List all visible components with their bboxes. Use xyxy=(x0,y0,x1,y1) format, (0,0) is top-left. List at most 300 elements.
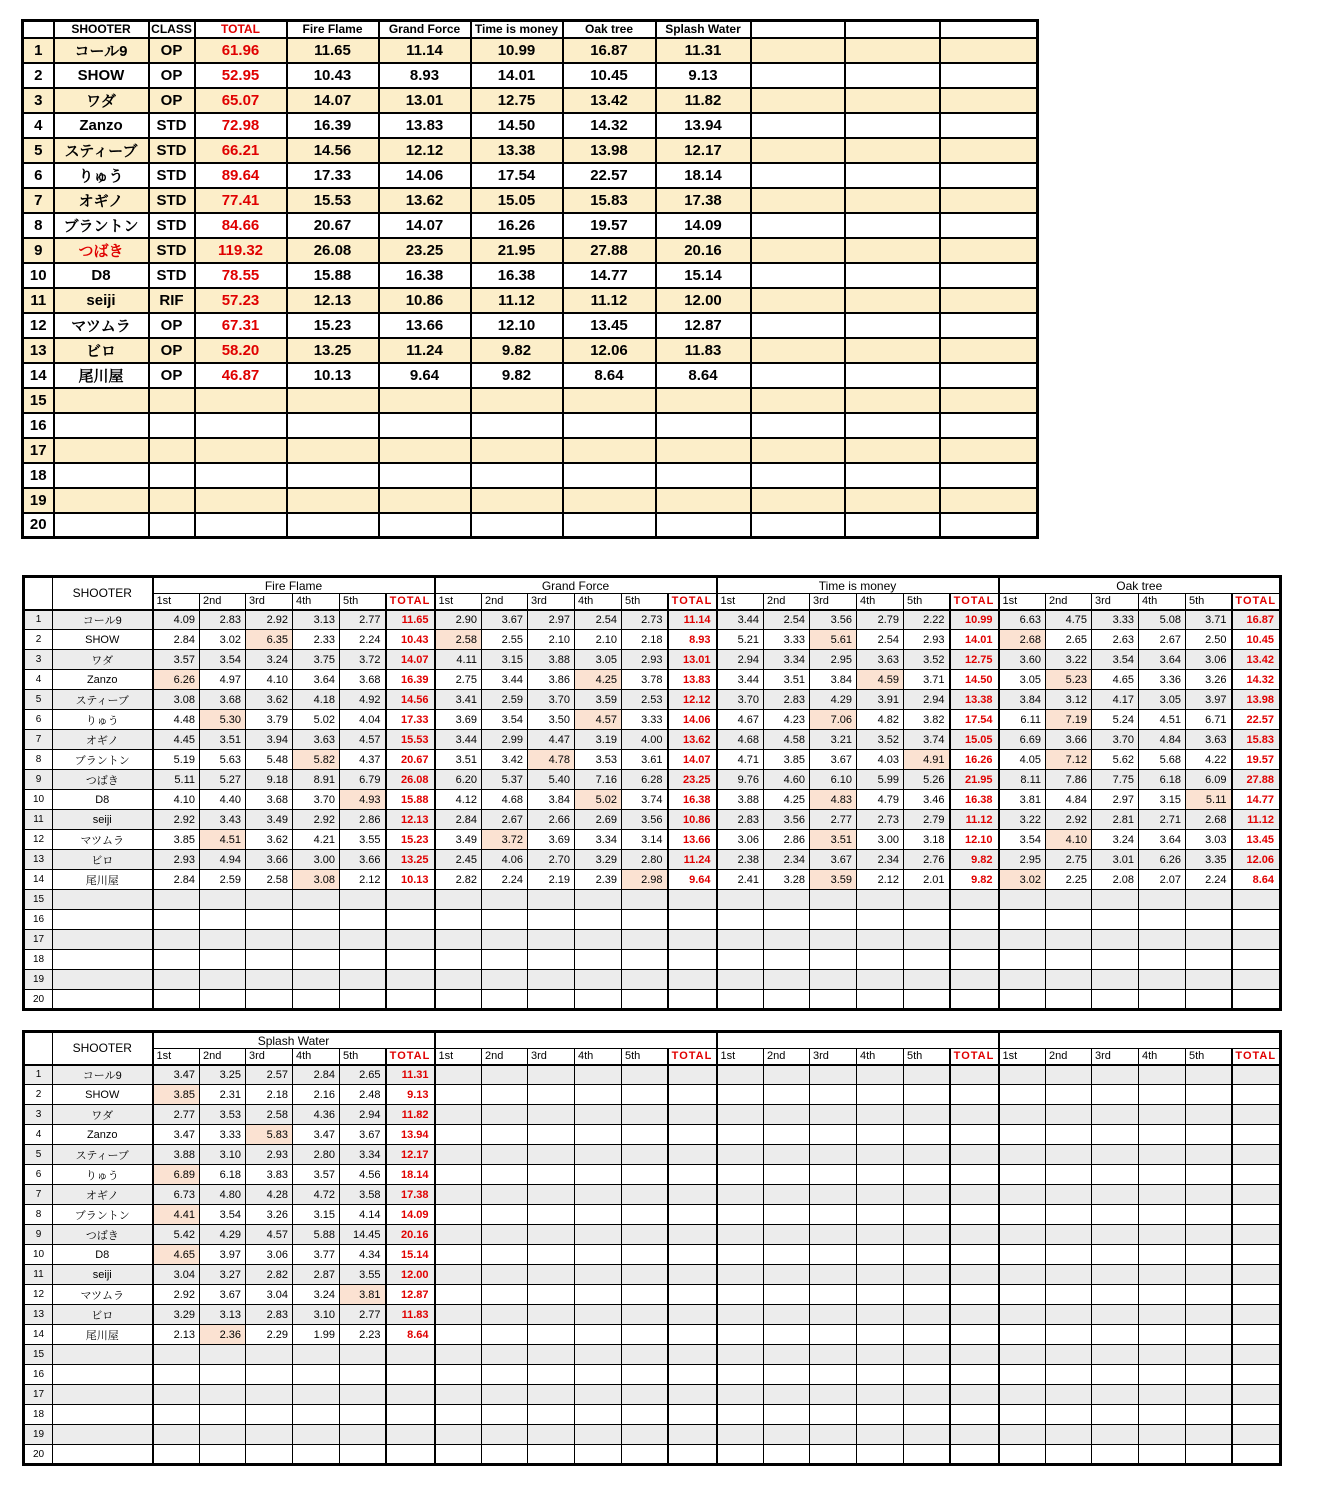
score-cell xyxy=(764,1145,810,1165)
score-cell xyxy=(153,1425,200,1445)
score-cell: 3.33 xyxy=(764,630,810,650)
shooter-cell: オギノ xyxy=(54,188,149,213)
score-cell xyxy=(1186,950,1232,970)
score-cell: 3.14 xyxy=(622,830,668,850)
score-cell xyxy=(1046,1445,1092,1465)
score-cell xyxy=(810,1285,857,1305)
score-cell xyxy=(1139,1365,1186,1385)
score-cell: 2.70 xyxy=(528,850,575,870)
total-cell xyxy=(195,388,287,413)
score-cell xyxy=(200,930,246,950)
empty-cell xyxy=(751,313,845,338)
score-cell: 2.75 xyxy=(435,670,482,690)
game-total-cell: 13.25 xyxy=(287,338,379,363)
score-cell: 4.03 xyxy=(857,750,904,770)
score-cell: 2.65 xyxy=(340,1065,386,1085)
score-cell xyxy=(622,1425,668,1445)
game-total-cell: 12.10 xyxy=(471,313,563,338)
score-cell: 2.90 xyxy=(435,610,482,630)
score-cell xyxy=(246,930,293,950)
score-cell: 4.65 xyxy=(153,1245,200,1265)
corner-cell xyxy=(24,577,53,610)
empty-cell xyxy=(845,288,940,313)
score-cell xyxy=(764,1245,810,1265)
score-cell: 7.19 xyxy=(1046,710,1092,730)
score-cell xyxy=(1186,1365,1232,1385)
total-cell xyxy=(668,1345,717,1365)
score-cell xyxy=(293,890,340,910)
game-total-cell: 15.88 xyxy=(287,263,379,288)
score-cell xyxy=(764,1285,810,1305)
game-total-cell: 15.05 xyxy=(471,188,563,213)
score-cell xyxy=(1139,1425,1186,1445)
score-cell xyxy=(1092,950,1139,970)
score-cell xyxy=(1139,1245,1186,1265)
score-cell xyxy=(1139,1285,1186,1305)
score-cell: 2.71 xyxy=(1139,810,1186,830)
empty-cell xyxy=(751,388,845,413)
score-cell: 3.66 xyxy=(1046,730,1092,750)
game-total-cell: 13.66 xyxy=(379,313,471,338)
score-cell xyxy=(575,1405,622,1425)
total-cell: 14.77 xyxy=(1232,790,1281,810)
score-cell: 2.92 xyxy=(293,810,340,830)
score-cell xyxy=(810,1405,857,1425)
score-cell xyxy=(810,1385,857,1405)
score-cell xyxy=(810,1225,857,1245)
score-cell: 2.34 xyxy=(857,850,904,870)
score-cell xyxy=(482,950,528,970)
total-cell: 46.87 xyxy=(195,363,287,388)
score-cell: 3.47 xyxy=(153,1065,200,1085)
score-cell xyxy=(717,1105,764,1125)
class-cell: RIF xyxy=(149,288,195,313)
score-cell xyxy=(1092,1265,1139,1285)
score-cell: 3.60 xyxy=(999,650,1046,670)
score-cell: 2.77 xyxy=(340,1305,386,1325)
score-cell: 3.84 xyxy=(999,690,1046,710)
game-title-cell: Time is money xyxy=(717,577,999,594)
score-cell: 2.25 xyxy=(1046,870,1092,890)
score-cell: 3.33 xyxy=(1092,610,1139,630)
score-cell xyxy=(857,950,904,970)
score-cell xyxy=(293,930,340,950)
score-cell: 4.75 xyxy=(1046,610,1092,630)
score-cell xyxy=(482,1265,528,1285)
game-total-cell: 20.67 xyxy=(287,213,379,238)
total-cell: 10.86 xyxy=(668,810,717,830)
score-cell xyxy=(200,950,246,970)
score-cell xyxy=(575,1285,622,1305)
total-cell: 11.24 xyxy=(668,850,717,870)
total-cell: 11.65 xyxy=(386,610,435,630)
total-cell xyxy=(950,1325,999,1345)
score-cell xyxy=(622,950,668,970)
total-cell xyxy=(1232,1445,1281,1465)
score-cell: 2.93 xyxy=(622,650,668,670)
score-cell: 2.33 xyxy=(293,630,340,650)
shooter-cell xyxy=(53,910,153,930)
score-cell xyxy=(1139,1085,1186,1105)
score-cell xyxy=(528,1125,575,1145)
total-cell: 12.75 xyxy=(950,650,999,670)
score-cell: 3.64 xyxy=(1139,650,1186,670)
score-cell xyxy=(482,890,528,910)
score-cell xyxy=(999,1225,1046,1245)
score-cell: 2.84 xyxy=(153,630,200,650)
game-total-cell xyxy=(379,463,471,488)
score-cell xyxy=(528,1305,575,1325)
score-cell xyxy=(575,1225,622,1245)
score-cell: 2.12 xyxy=(340,870,386,890)
total-cell xyxy=(1232,1065,1281,1085)
empty-cell xyxy=(751,238,845,263)
score-cell: 2.86 xyxy=(340,810,386,830)
total-cell: 65.07 xyxy=(195,88,287,113)
score-cell xyxy=(482,1285,528,1305)
shooter-cell: SHOW xyxy=(54,63,149,88)
score-cell: 2.97 xyxy=(1092,790,1139,810)
total-cell xyxy=(950,1245,999,1265)
total-header-cell: TOTAL xyxy=(1232,1049,1281,1065)
game-total-cell: 8.64 xyxy=(656,363,751,388)
total-cell xyxy=(950,970,999,990)
score-cell: 6.69 xyxy=(999,730,1046,750)
score-cell xyxy=(293,1425,340,1445)
score-cell xyxy=(999,1305,1046,1325)
score-cell xyxy=(999,1265,1046,1285)
total-cell: 14.06 xyxy=(668,710,717,730)
total-cell: 17.33 xyxy=(386,710,435,730)
score-cell: 3.70 xyxy=(717,690,764,710)
score-cell: 3.34 xyxy=(764,650,810,670)
score-cell xyxy=(1186,1425,1232,1445)
score-cell xyxy=(1186,1405,1232,1425)
score-cell xyxy=(293,910,340,930)
class-cell: OP xyxy=(149,63,195,88)
score-cell: 3.05 xyxy=(999,670,1046,690)
score-cell xyxy=(1046,990,1092,1010)
total-cell: 13.83 xyxy=(668,670,717,690)
game-total-cell: 16.38 xyxy=(379,263,471,288)
score-cell: 2.58 xyxy=(246,1105,293,1125)
score-cell: 3.71 xyxy=(904,670,950,690)
game-total-cell: 12.06 xyxy=(563,338,656,363)
score-cell: 6.63 xyxy=(999,610,1046,630)
total-cell xyxy=(1232,1225,1281,1245)
score-cell: 4.29 xyxy=(200,1225,246,1245)
score-cell xyxy=(528,1225,575,1245)
score-cell xyxy=(1186,990,1232,1010)
score-cell: 4.10 xyxy=(153,790,200,810)
score-cell xyxy=(764,990,810,1010)
total-cell xyxy=(668,990,717,1010)
score-cell: 4.84 xyxy=(1139,730,1186,750)
score-cell: 2.87 xyxy=(293,1265,340,1285)
corner-cell xyxy=(24,1032,53,1065)
score-cell: 3.44 xyxy=(717,670,764,690)
shooter-cell: つばき xyxy=(54,238,149,263)
score-cell: 3.59 xyxy=(810,870,857,890)
score-cell xyxy=(435,1345,482,1365)
score-cell xyxy=(528,1105,575,1125)
score-cell: 4.58 xyxy=(764,730,810,750)
score-cell xyxy=(1046,1405,1092,1425)
score-cell: 3.22 xyxy=(999,810,1046,830)
row-number-cell: 5 xyxy=(24,1145,53,1165)
score-cell: 2.18 xyxy=(246,1085,293,1105)
score-cell xyxy=(1046,1105,1092,1125)
total-cell xyxy=(1232,1145,1281,1165)
score-cell xyxy=(764,1325,810,1345)
score-cell: 4.04 xyxy=(340,710,386,730)
score-cell: 3.56 xyxy=(622,810,668,830)
total-cell: 15.88 xyxy=(386,790,435,810)
score-cell xyxy=(622,1245,668,1265)
score-cell: 4.36 xyxy=(293,1105,340,1125)
score-cell xyxy=(1092,1225,1139,1245)
score-cell xyxy=(1186,1445,1232,1465)
score-cell: 4.28 xyxy=(246,1185,293,1205)
score-cell xyxy=(904,1085,950,1105)
total-cell xyxy=(950,1425,999,1445)
total-cell: 10.99 xyxy=(950,610,999,630)
score-cell: 3.21 xyxy=(810,730,857,750)
score-cell xyxy=(153,1365,200,1385)
score-cell xyxy=(1046,1305,1092,1325)
score-cell: 3.55 xyxy=(340,830,386,850)
score-cell xyxy=(1046,1265,1092,1285)
total-header-cell: TOTAL xyxy=(668,594,717,610)
game-total-cell xyxy=(563,513,656,538)
score-cell xyxy=(153,1345,200,1365)
score-cell xyxy=(717,1405,764,1425)
shooter-cell xyxy=(53,1405,153,1425)
score-cell: 2.55 xyxy=(482,630,528,650)
game-total-cell: 13.62 xyxy=(379,188,471,213)
score-cell xyxy=(1139,1345,1186,1365)
score-cell: 3.64 xyxy=(1139,830,1186,850)
game-title-cell xyxy=(999,1032,1281,1049)
score-cell xyxy=(622,1145,668,1165)
game-total-cell xyxy=(471,513,563,538)
total-cell xyxy=(668,1405,717,1425)
game-total-cell: 13.01 xyxy=(379,88,471,113)
score-cell xyxy=(1186,890,1232,910)
score-cell: 6.20 xyxy=(435,770,482,790)
total-cell: 14.07 xyxy=(386,650,435,670)
score-cell: 4.80 xyxy=(200,1185,246,1205)
shooter-cell: SHOW xyxy=(53,1085,153,1105)
game-total-cell: 12.87 xyxy=(656,313,751,338)
total-cell xyxy=(1232,1425,1281,1445)
score-cell xyxy=(1092,1165,1139,1185)
score-cell: 3.27 xyxy=(200,1265,246,1285)
row-number-cell: 9 xyxy=(23,238,54,263)
score-cell: 3.06 xyxy=(1186,650,1232,670)
score-cell xyxy=(1092,1345,1139,1365)
score-cell: 3.66 xyxy=(340,850,386,870)
score-cell xyxy=(1186,1305,1232,1325)
score-cell xyxy=(575,1065,622,1085)
round-header-cell: 1st xyxy=(999,594,1046,610)
score-cell xyxy=(904,950,950,970)
score-cell xyxy=(528,1245,575,1265)
score-cell xyxy=(575,1325,622,1345)
score-cell xyxy=(482,1165,528,1185)
score-cell: 3.25 xyxy=(200,1065,246,1085)
row-number-cell: 15 xyxy=(24,890,53,910)
score-cell: 3.62 xyxy=(246,690,293,710)
score-cell xyxy=(482,1405,528,1425)
empty-cell xyxy=(751,88,845,113)
game-total-cell: 13.38 xyxy=(471,138,563,163)
score-cell: 5.48 xyxy=(246,750,293,770)
score-cell xyxy=(1139,1185,1186,1205)
total-cell xyxy=(668,970,717,990)
score-cell xyxy=(482,970,528,990)
score-cell: 4.71 xyxy=(717,750,764,770)
score-cell xyxy=(999,970,1046,990)
score-cell: 3.57 xyxy=(293,1165,340,1185)
row-number-cell: 7 xyxy=(24,1185,53,1205)
empty-cell xyxy=(845,313,940,338)
row-number-cell: 18 xyxy=(23,463,54,488)
class-cell: STD xyxy=(149,263,195,288)
score-cell xyxy=(857,990,904,1010)
score-cell: 4.93 xyxy=(340,790,386,810)
score-cell xyxy=(622,890,668,910)
score-cell xyxy=(810,990,857,1010)
total-cell xyxy=(950,1205,999,1225)
score-cell xyxy=(435,1065,482,1085)
total-cell: 13.98 xyxy=(1232,690,1281,710)
score-cell xyxy=(764,970,810,990)
score-cell xyxy=(904,1145,950,1165)
total-cell: 11.12 xyxy=(950,810,999,830)
score-cell xyxy=(435,1225,482,1245)
total-cell xyxy=(668,1445,717,1465)
score-cell xyxy=(246,890,293,910)
score-cell: 3.84 xyxy=(810,670,857,690)
score-cell xyxy=(764,950,810,970)
score-cell: 2.12 xyxy=(857,870,904,890)
score-cell xyxy=(904,1185,950,1205)
score-cell xyxy=(999,1205,1046,1225)
game-total-cell: 11.12 xyxy=(471,288,563,313)
game-total-cell: 14.77 xyxy=(563,263,656,288)
score-cell: 2.08 xyxy=(1092,870,1139,890)
shooter-cell: SHOW xyxy=(53,630,153,650)
score-cell xyxy=(1092,1305,1139,1325)
score-cell xyxy=(764,1385,810,1405)
score-cell xyxy=(904,1265,950,1285)
score-cell: 3.53 xyxy=(575,750,622,770)
score-cell xyxy=(904,890,950,910)
row-number-cell: 8 xyxy=(23,213,54,238)
score-cell: 3.36 xyxy=(1139,670,1186,690)
score-cell: 3.50 xyxy=(528,710,575,730)
score-cell: 4.29 xyxy=(810,690,857,710)
total-cell xyxy=(386,1425,435,1445)
score-cell: 3.85 xyxy=(764,750,810,770)
game-total-cell: 13.98 xyxy=(563,138,656,163)
score-cell xyxy=(340,1405,386,1425)
score-cell: 4.51 xyxy=(200,830,246,850)
empty-cell xyxy=(845,88,940,113)
total-cell: 16.38 xyxy=(950,790,999,810)
score-cell: 3.51 xyxy=(435,750,482,770)
game-total-cell: 12.12 xyxy=(379,138,471,163)
score-cell: 3.28 xyxy=(764,870,810,890)
game-title-cell xyxy=(717,1032,999,1049)
row-number-cell: 16 xyxy=(24,910,53,930)
row-number-cell: 9 xyxy=(24,1225,53,1245)
score-cell xyxy=(1046,1325,1092,1345)
score-cell xyxy=(857,970,904,990)
score-cell: 2.67 xyxy=(1139,630,1186,650)
score-cell: 3.06 xyxy=(717,830,764,850)
empty-cell xyxy=(845,238,940,263)
total-cell xyxy=(668,1305,717,1325)
score-cell xyxy=(482,1065,528,1085)
game-total-cell: 13.83 xyxy=(379,113,471,138)
score-cell: 2.13 xyxy=(153,1325,200,1345)
total-cell xyxy=(950,1105,999,1125)
game-total-cell: 23.25 xyxy=(379,238,471,263)
row-number-cell: 7 xyxy=(24,730,53,750)
score-cell: 2.95 xyxy=(999,850,1046,870)
score-cell: 3.33 xyxy=(200,1125,246,1145)
score-cell xyxy=(246,1405,293,1425)
score-cell: 2.84 xyxy=(435,810,482,830)
score-cell xyxy=(904,1345,950,1365)
total-cell xyxy=(1232,1365,1281,1385)
score-cell: 5.88 xyxy=(293,1225,340,1245)
score-cell: 3.88 xyxy=(528,650,575,670)
score-cell xyxy=(717,970,764,990)
class-cell: STD xyxy=(149,113,195,138)
score-cell xyxy=(810,1085,857,1105)
game-total-cell xyxy=(563,438,656,463)
class-cell: OP xyxy=(149,363,195,388)
score-cell: 3.70 xyxy=(528,690,575,710)
row-number-cell: 14 xyxy=(24,870,53,890)
game-total-cell xyxy=(287,513,379,538)
score-cell xyxy=(622,1225,668,1245)
score-cell xyxy=(1186,1185,1232,1205)
score-cell: 4.06 xyxy=(482,850,528,870)
score-cell xyxy=(200,1445,246,1465)
score-cell xyxy=(622,1205,668,1225)
row-number-cell: 18 xyxy=(24,950,53,970)
shooter-cell: つばき xyxy=(53,1225,153,1245)
score-cell xyxy=(246,950,293,970)
shooter-cell: seiji xyxy=(53,1265,153,1285)
score-cell xyxy=(575,910,622,930)
score-cell: 2.81 xyxy=(1092,810,1139,830)
score-cell: 4.57 xyxy=(340,730,386,750)
round-header-cell: 3rd xyxy=(528,594,575,610)
round-header-cell: 1st xyxy=(435,594,482,610)
score-cell xyxy=(340,950,386,970)
score-cell xyxy=(904,1125,950,1145)
empty-cell xyxy=(751,188,845,213)
game-total-cell: 8.64 xyxy=(563,363,656,388)
score-cell: 2.83 xyxy=(246,1305,293,1325)
score-cell: 2.34 xyxy=(764,850,810,870)
class-cell: STD xyxy=(149,163,195,188)
